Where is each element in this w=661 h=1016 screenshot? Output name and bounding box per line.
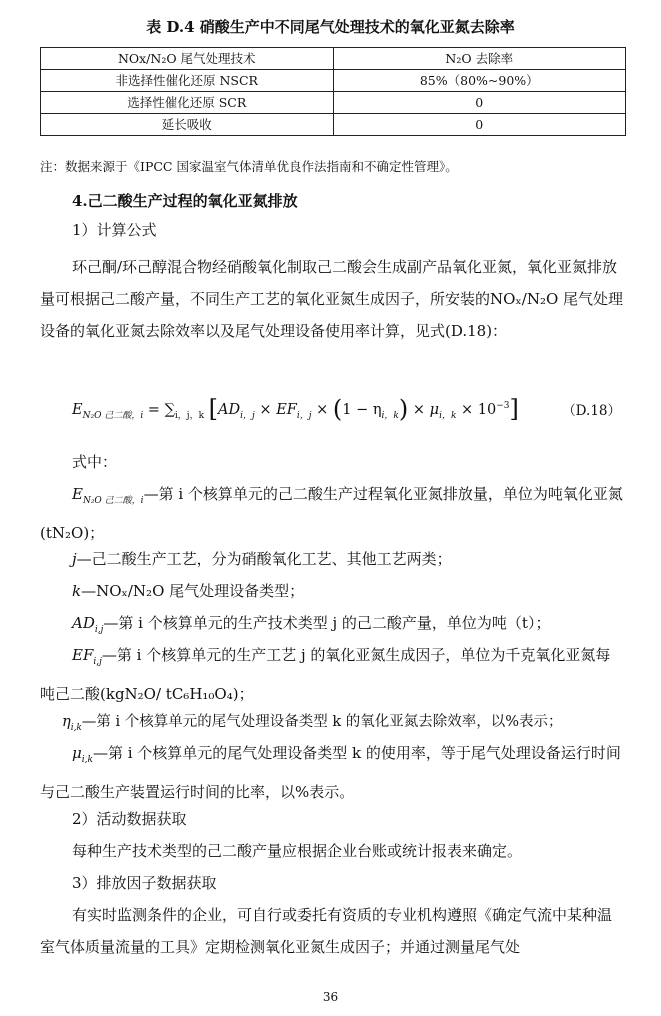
def-symbol: AD (72, 614, 95, 632)
formula-ad-sub: i，j (240, 410, 255, 421)
where-label: 式中： (72, 453, 118, 471)
table-row (41, 114, 626, 136)
table-cell: 0 (333, 114, 626, 136)
def-text: —第 i 个核算单元的生产技术类型 j 的己二酸产量，单位为吨（t）； (103, 614, 551, 632)
subheading-formula: 1）计算公式 (72, 221, 157, 239)
def-text: —第 i 个核算单元的己二酸生产过程氧化亚氮排放量，单位为吨氧化亚氮(tN₂O)； (40, 485, 623, 542)
right-paren-icon: ) (398, 395, 409, 423)
left-paren-icon: ( (332, 395, 343, 423)
formula-mu-sub: i，k (439, 410, 457, 421)
def-symbol-sub: i,j (94, 625, 104, 635)
def-symbol-sub: i,j (93, 657, 102, 667)
formula-lhs: E (72, 402, 83, 418)
equation-number: （D.18） (562, 403, 621, 419)
formula-power: × 10 (456, 402, 497, 418)
section-heading: 4.己二酸生产过程的氧化亚氮排放 (72, 192, 298, 210)
formula-lhs-sub: N₂O 己二酸，i (82, 410, 144, 421)
def-text: —NOₓ/N₂O 尾气处理设备类型； (81, 582, 305, 600)
removal-rate-table (40, 47, 626, 136)
table-caption: 表 D.4 硝酸生产中不同尾气处理技术的氧化亚氮去除率 (146, 18, 515, 36)
equation-d18 (72, 395, 519, 423)
def-text: —己二酸生产工艺，分为硝酸氧化工艺、其他工艺两类； (76, 550, 452, 568)
header-cell: N₂O 去除率 (333, 48, 626, 70)
left-bracket-icon: [ (208, 395, 219, 423)
definition-e (40, 478, 624, 549)
header-cell: NOx/N₂O 尾气处理技术 (41, 48, 334, 70)
def-symbol: j (72, 550, 77, 568)
formula-eta-sub: i，k (381, 410, 399, 421)
formula-times: × (408, 402, 430, 418)
def-symbol-sub: i,k (70, 722, 82, 733)
table-row (41, 92, 626, 114)
table-cell: 85%（80%~90%） (333, 70, 626, 92)
def-symbol: μ (72, 744, 82, 762)
def-symbol: E (72, 485, 83, 503)
subheading-activity-data: 2）活动数据获取 (72, 810, 187, 828)
formula-exponent: −3 (496, 401, 510, 412)
formula-ef: EF (276, 402, 297, 418)
table-note: 注：数据来源于《IPCC 国家温室气体清单优良作法指南和不确定性管理》。 (40, 159, 458, 174)
definition-k (72, 580, 304, 601)
definition-eta (62, 710, 563, 733)
subheading-emission-factor: 3）排放因子数据获取 (72, 874, 217, 892)
def-text: —第 i 个核算单元的生产工艺 j 的氧化亚氮生成因子，单位为千克氧化亚氮每吨己二酸(kgN₂O/ tC₆H₁₀O₄)； (40, 646, 611, 703)
paragraph-activity-data: 每种生产技术类型的己二酸产量应根据企业台账或统计报表来确定。 (72, 842, 523, 860)
def-symbol: k (72, 582, 82, 600)
table-cell: 非选择性催化还原 NSCR (41, 70, 334, 92)
definition-ef (40, 639, 624, 710)
formula-times: × (311, 402, 333, 418)
formula-sum-sub: i，j，k (174, 410, 205, 421)
table-row (41, 70, 626, 92)
page-number: 36 (322, 990, 339, 1004)
table-cell: 延长吸收 (41, 114, 334, 136)
formula-times: × (254, 402, 277, 418)
def-symbol-sub: i,k (81, 755, 93, 765)
formula-sum: = ∑ (143, 402, 175, 418)
paragraph-emission-factor: 有实时监测条件的企业，可自行或委托有资质的专业机构遵照《确定气流中某种温室气体质量流量的工具》定期检测氧化亚氮生成因子；并通过测量尾气处 (40, 906, 613, 956)
def-text: —第 i 个核算单元的尾气处理设备类型 k 的氧化亚氮去除效率，以%表示； (81, 714, 563, 730)
formula-ef-sub: i，j (296, 410, 312, 421)
table-cell: 0 (333, 92, 626, 114)
def-text: —第 i 个核算单元的尾气处理设备类型 k 的使用率，等于尾气处理设备运行时间与己二酸生产装置运行时间的比率，以%表示。 (40, 744, 621, 801)
table-cell: 选择性催化还原 SCR (41, 92, 334, 114)
right-bracket-icon: ] (509, 395, 519, 423)
formula-mu: μ (429, 402, 440, 418)
paragraph-intro: 环己酮/环己醇混合物经硝酸氧化制取己二酸会生成副产品氧化亚氮，氧化亚氮排放量可根据己二酸产量，不同生产工艺的氧化亚氮生成因子，所安装的NOₓ/N₂O 尾气处理设备的氧化亚氮去除效率以及尾气处理设备使用率计算，见式(D.18)： (40, 258, 624, 340)
definition-ad (72, 612, 550, 635)
definition-mu (40, 737, 624, 808)
def-symbol-sub: N₂O 己二酸，i (82, 496, 144, 506)
table-header-row (41, 48, 626, 70)
formula-ad: AD (218, 402, 241, 418)
definition-j (72, 548, 452, 569)
formula-one-minus-eta: 1 − η (342, 402, 382, 418)
def-symbol: η (62, 714, 71, 730)
def-symbol: EF (72, 646, 94, 664)
